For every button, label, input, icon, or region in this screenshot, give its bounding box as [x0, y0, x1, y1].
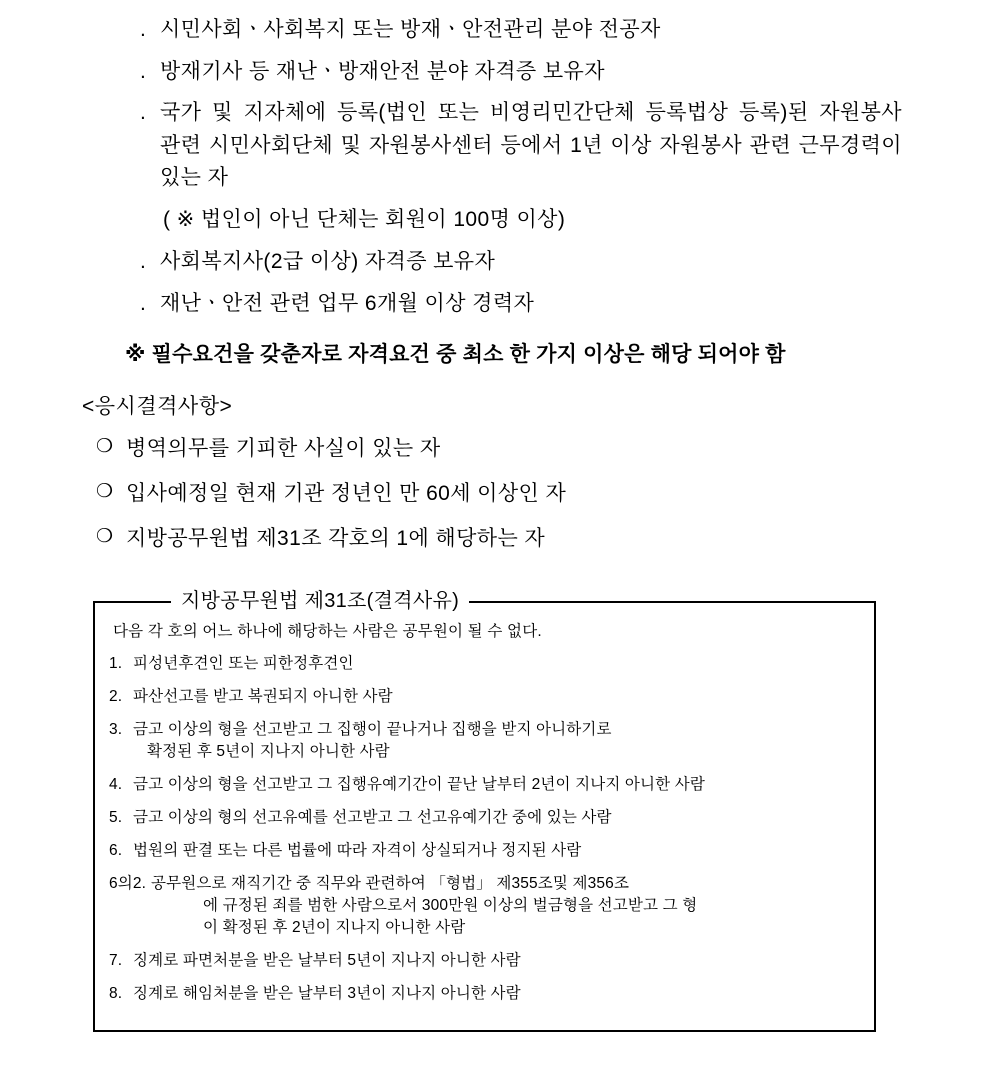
list-item	[0, 288, 992, 321]
list-item-text: 방재기사 등 재난ㆍ방재안전 분야 자격증 보유자	[160, 59, 605, 83]
clause-text-line1: 금고 이상의 형을 선고받고 그 집행이 끝나거나 집행을 받지 아니하기로	[133, 721, 612, 739]
clause-text	[151, 873, 860, 939]
clause-text-line1: 공무원으로 재직기간 중 직무와 관련하여 「형법」 제355조및 제356조	[151, 875, 630, 893]
list-item	[0, 97, 992, 195]
disqualification-list	[0, 432, 992, 555]
list-item-text: 재난ㆍ안전 관련 업무 6개월 이상 경력자	[160, 291, 535, 315]
list-item	[0, 56, 992, 89]
list-item	[0, 246, 992, 279]
clause-number: 7.	[109, 952, 123, 970]
list-item	[109, 686, 860, 708]
circle-marker-icon: ❍	[96, 436, 114, 458]
law-reference-box	[93, 590, 876, 1032]
law-intro-text: 다음 각 호의 어느 하나에 해당하는 사람은 공무원이 될 수 없다.	[113, 623, 542, 641]
clause-number: 4.	[109, 776, 123, 794]
list-item	[109, 653, 860, 675]
bullet-marker: .	[140, 101, 147, 125]
required-notice: ※ 필수요건을 갖춘자로 자격요건 중 최소 한 가지 이상은 해당 되어야 함	[125, 343, 786, 367]
clause-number: 6.	[109, 842, 123, 860]
clause-text: 금고 이상의 형의 선고유예를 선고받고 그 선고유예기간 중에 있는 사람	[133, 809, 612, 827]
list-item	[109, 719, 860, 763]
clause-text: 징계로 파면처분을 받은 날부터 5년이 지나지 아니한 사람	[133, 952, 521, 970]
list-item	[109, 950, 860, 972]
bullet-marker: .	[140, 59, 147, 83]
list-item	[109, 983, 860, 1005]
bullet-marker: .	[140, 291, 147, 315]
list-item	[0, 522, 992, 556]
clause-number: 5.	[109, 809, 123, 827]
clause-text: 파산선고를 받고 복권되지 아니한 사람	[133, 688, 393, 706]
circle-marker-icon: ❍	[96, 525, 114, 547]
list-item	[0, 432, 992, 466]
bullet-marker: .	[140, 18, 147, 41]
clause-number: 2.	[109, 688, 123, 706]
list-item-text: 병역의무를 기피한 사실이 있는 자	[126, 437, 441, 461]
list-item	[109, 774, 860, 796]
law-clause-list	[109, 653, 860, 1005]
clause-number: 6의2.	[109, 875, 147, 893]
law-box-body	[93, 601, 876, 1032]
clause-text	[133, 719, 860, 763]
clause-text: 피성년후견인 또는 피한정후견인	[133, 655, 354, 673]
clause-number: 8.	[109, 985, 123, 1003]
clause-text: 징계로 해임처분을 받은 날부터 3년이 지나지 아니한 사람	[133, 985, 521, 1003]
qualification-list	[0, 0, 992, 195]
list-item-text: 사회복지사(2급 이상) 자격증 보유자	[160, 250, 496, 274]
list-item	[109, 873, 860, 939]
list-item-text: 지방공무원법 제31조 각호의 1에 해당하는 자	[126, 526, 546, 550]
list-item-text: 시민사회ㆍ사회복지 또는 방재ㆍ안전관리 분야 전공자	[160, 18, 661, 41]
clause-number: 1.	[109, 655, 123, 673]
clause-text-line2: 에 규정된 죄를 범한 사람으로서 300만원 이상의 벌금형을 선고받고 그 형	[203, 897, 698, 915]
circle-marker-icon: ❍	[96, 480, 114, 502]
list-item	[0, 14, 992, 47]
list-item	[109, 807, 860, 829]
list-item-text: 국가 및 지자체에 등록(법인 또는 비영리민간단체 등록법상 등록)된 자원봉사 관련 시민사회단체 및 자원봉사센터 등에서 1년 이상 자원봉사 관련 근무경력이 있는 자	[160, 101, 902, 190]
qualification-note: ( ※ 법인이 아닌 단체는 회원이 100명 이상)	[163, 207, 566, 231]
list-item	[0, 477, 992, 511]
bullet-marker: .	[140, 250, 147, 274]
clause-text: 법원의 판결 또는 다른 법률에 따라 자격이 상실되거나 정지된 사람	[133, 842, 582, 860]
qualification-list-continued	[0, 246, 992, 320]
page-title: <응시결격사항>	[82, 395, 233, 419]
list-item	[109, 840, 860, 862]
law-box-title: 지방공무원법 제31조(결격사유)	[171, 584, 469, 613]
clause-text: 금고 이상의 형을 선고받고 그 집행유예기간이 끝난 날부터 2년이 지나지 아니한 사람	[133, 776, 705, 794]
clause-number: 3.	[109, 721, 123, 739]
clause-text-line3: 이 확정된 후 2년이 지나지 아니한 사람	[203, 919, 466, 937]
clause-text-line2: 확정된 후 5년이 지나지 아니한 사람	[147, 743, 390, 761]
list-item-text: 입사예정일 현재 기관 정년인 만 60세 이상인 자	[126, 481, 567, 505]
